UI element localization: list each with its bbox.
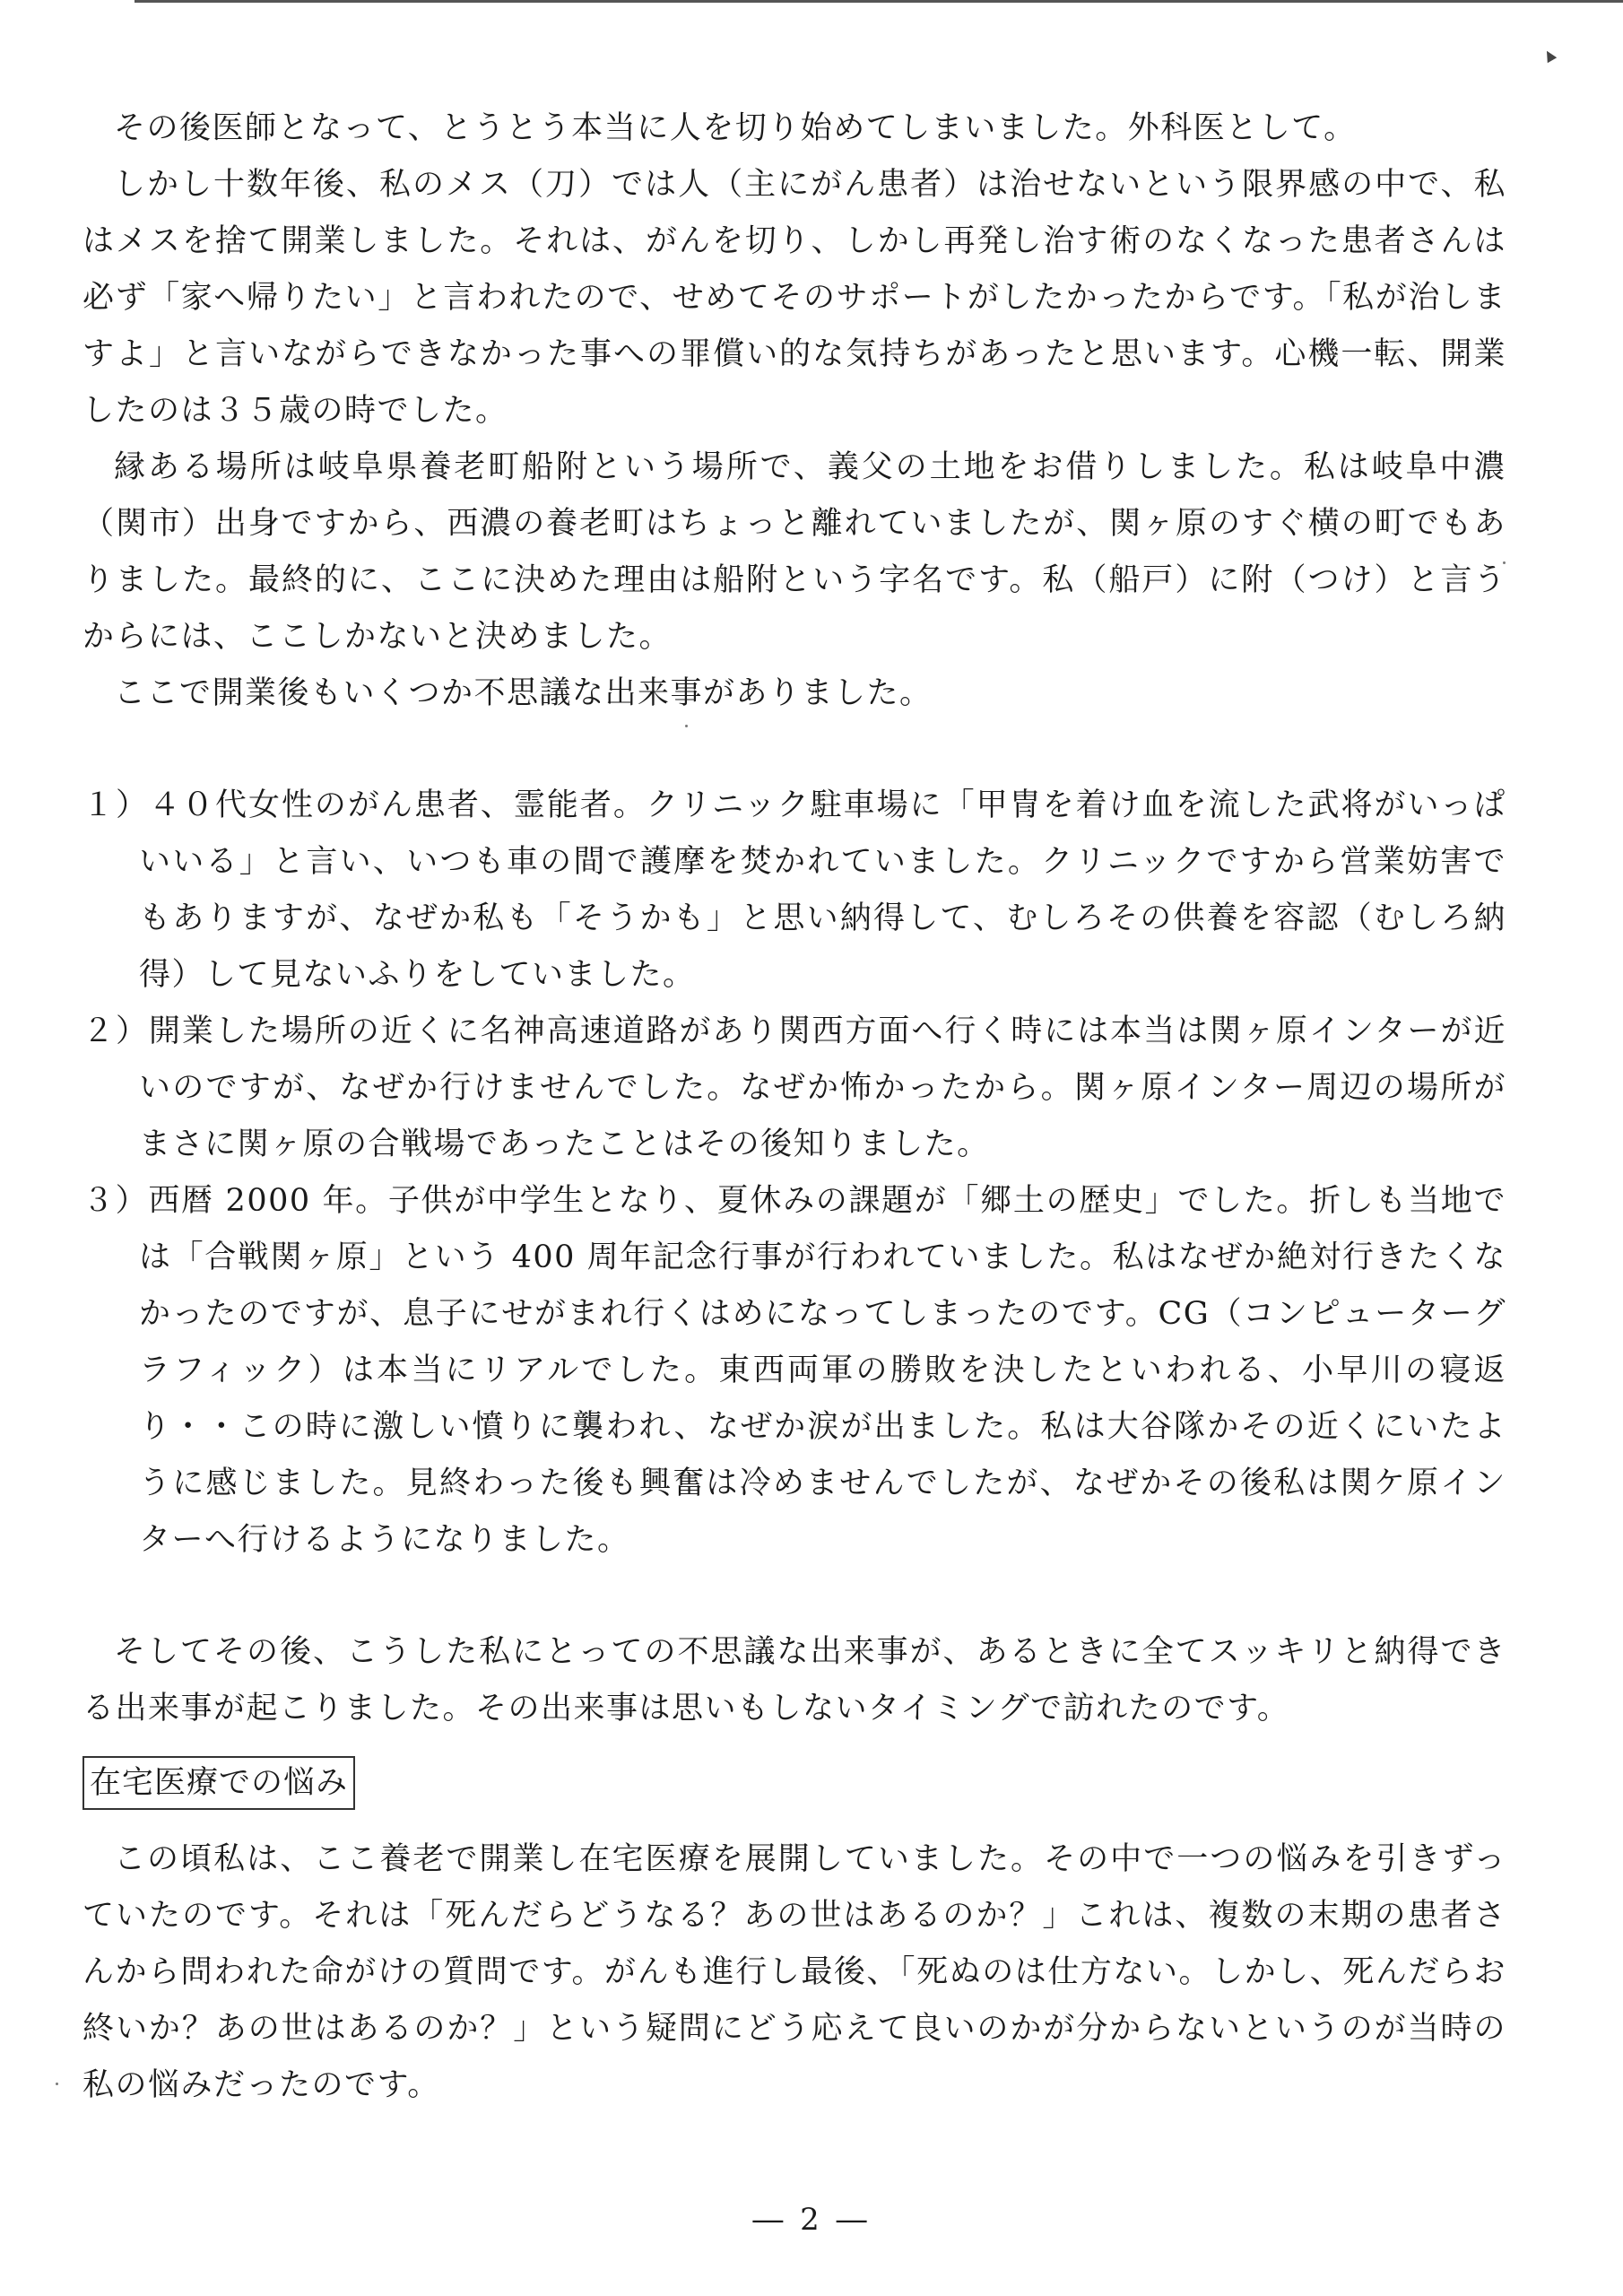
body-paragraph: 縁ある場所は岐阜県養老町船附という場所で、義父の土地をお借りしました。私は岐阜中濃（関市）出身ですから、西濃の養老町はちょっと離れていましたが、関ヶ原のすぐ横の町でもありました。最終的に、ここに決めた理由は船附という字名です。私（船戸）に附（つけ）と言うからには、ここしかないと決めました。 — [82, 449, 1506, 655]
scan-top-edge — [135, 0, 1623, 3]
page-number: ― 2 ― — [752, 2202, 871, 2238]
scan-corner-mark — [1542, 48, 1557, 63]
transition-paragraph: そしてその後、こうした私にとっての不思議な出来事が、あるときに全てスッキリと納得できる出来事が起こりました。その出来事は思いもしないタイミングで訪れたのです。 — [82, 1634, 1506, 1726]
body-paragraph: その後医師となって、とうとう本当に人を切り始めてしまいました。外科医として。 — [114, 110, 1357, 146]
event-item: ２）開業した場所の近くに名神高速道路があり関西方面へ行く時には本当は関ヶ原インターが近いのですが、なぜか行けませんでした。なぜか怖かったから。関ヶ原インター周辺の場所がまさに関ヶ原の合戦場であったことはその後知りました。 — [82, 1013, 1506, 1162]
event-item: ３）西暦 2000 年。子供が中学生となり、夏休みの課題が「郷土の歴史」でした。折しも当地では「合戦関ヶ原」という 400 周年記念行事が行われていました。私はなぜか絶対行きたくなかったのですが、息子にせがまれ行くはめになってしまったのです。CG（コンピューターグラフィック）は本当にリアルでした。東西両軍の勝敗を決したといわれる、小早川の寝返り・・この時に激しい憤りに襲われ、なぜか涙が出ました。私は大谷隊かその近くにいたように感じました。見終わった後も興奮は冷めませんでしたが、なぜかその後私は関ケ原インターへ行けるようになりました。 — [82, 1183, 1506, 1558]
event-item: １）４０代女性のがん患者、霊能者。クリニック駐車場に「甲冑を着け血を流した武将がいっぱいいる」と言い、いつも車の間で護摩を焚かれていました。クリニックですから営業妨害でもありますが、なぜか私も「そうかも」と思い納得して、むしろその供養を容認（むしろ納得）して見ないふりをしていました。 — [82, 787, 1506, 993]
scan-speck — [56, 2083, 58, 2085]
section-heading: 在宅医療での悩み — [82, 1756, 355, 1810]
event-list — [82, 778, 1506, 1569]
body-paragraph: しかし十数年後、私のメス（刀）では人（主にがん患者）は治せないという限界感の中で、私はメスを捨て開業しました。それは、がんを切り、しかし再発し治す術のなくなった患者さんは必ず「家へ帰りたい」と言われたので、せめてそのサポートがしたかったからです。「私が治しますよ」と言いながらできなかった事への罪償い的な気持ちがあったと思います。心機一転、開業したのは３５歳の時でした。 — [82, 167, 1506, 429]
document-body — [82, 100, 1506, 2114]
section-heading-wrapper — [82, 1755, 1506, 1812]
section-paragraph: この頃私は、ここ養老で開業し在宅医療を展開していました。その中で一つの悩みを引きずっていたのです。それは「死んだらどうなる？あの世はあるのか？」これは、複数の末期の患者さんから問われた命がけの質問です。がんも進行し最後、「死ぬのは仕方ない。しかし、死んだらお終いか？あの世はあるのか？」という疑問にどう応えて良いのかが分からないというのが当時の私の悩みだったのです。 — [82, 1841, 1506, 2103]
body-paragraph: ここで開業後もいくつか不思議な出来事がありました。 — [114, 675, 933, 711]
